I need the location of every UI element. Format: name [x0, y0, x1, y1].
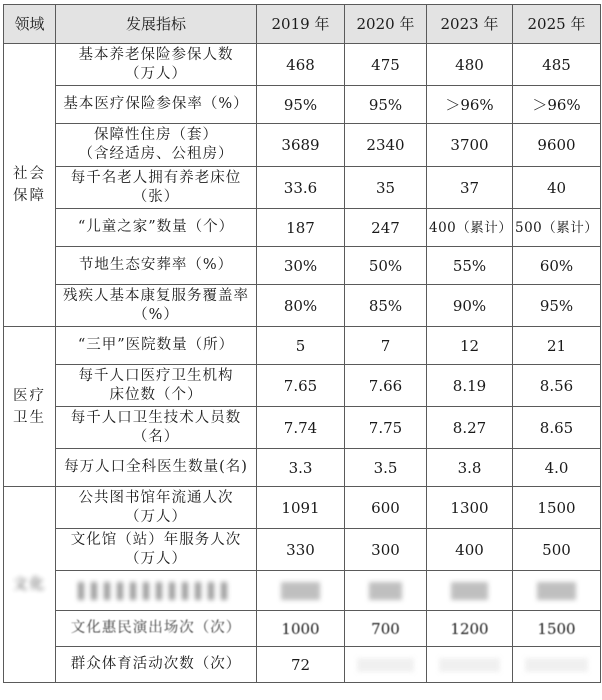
value-cell: 9600	[513, 124, 601, 167]
table-row	[4, 86, 601, 124]
value-cell: ＞96%	[427, 86, 513, 124]
value-cell: 1200	[427, 611, 513, 647]
value-cell: 33.6	[257, 167, 345, 209]
indicator-cell: 基本养老保险参保人数 （万人）	[56, 44, 257, 86]
value-cell: 4.0	[513, 449, 601, 487]
header-row	[4, 5, 601, 44]
value-cell: 330	[257, 529, 345, 571]
table-row	[4, 647, 601, 683]
value-cell: 35	[345, 167, 427, 209]
domain-label: 文化	[13, 576, 46, 593]
indicator-cell: 每万人口全科医生数量(名)	[56, 449, 257, 487]
value-cell: 3700	[427, 124, 513, 167]
value-cell: 600	[345, 487, 427, 529]
table-row	[4, 611, 601, 647]
value-cell: 500（累计）	[513, 209, 601, 247]
value-cell: 80%	[257, 285, 345, 327]
value-cell: 3.3	[257, 449, 345, 487]
value-cell: 187	[257, 209, 345, 247]
indicator-cell: 残疾人基本康复服务覆盖率 （%）	[56, 285, 257, 327]
value-cell: 1300	[427, 487, 513, 529]
indicator-cell: 群众体育活动次数（次）	[56, 647, 257, 683]
table-row	[4, 407, 601, 449]
header-2023: 2023 年	[427, 5, 513, 44]
indicator-cell: 保障性住房（套） （含经适房、公租房）	[56, 124, 257, 167]
value-cell	[513, 571, 601, 611]
value-cell: 85%	[345, 285, 427, 327]
value-cell: 3689	[257, 124, 345, 167]
value-cell: 55%	[427, 247, 513, 285]
value-cell: 400（累计）	[427, 209, 513, 247]
value-cell: ＞96%	[513, 86, 601, 124]
value-cell: 485	[513, 44, 601, 86]
value-cell: 95%	[345, 86, 427, 124]
header-2025: 2025 年	[513, 5, 601, 44]
indicator-cell: “三甲”医院数量（所）	[56, 327, 257, 365]
table-row	[4, 529, 601, 571]
value-cell: 5	[257, 327, 345, 365]
value-cell: 3.8	[427, 449, 513, 487]
indicator-cell: 文化惠民演出场次（次）	[56, 611, 257, 647]
value-cell: 40	[513, 167, 601, 209]
domain-label: 医疗卫生	[13, 387, 46, 426]
domain-label: 社会保障	[13, 166, 46, 204]
value-cell: 60%	[513, 247, 601, 285]
domain-cell	[4, 487, 56, 683]
domain-cell	[4, 44, 56, 327]
value-cell: 37	[427, 167, 513, 209]
value-cell: 8.27	[427, 407, 513, 449]
header-2020: 2020 年	[345, 5, 427, 44]
value-cell: 7	[345, 327, 427, 365]
value-cell: 3.5	[345, 449, 427, 487]
table-row	[4, 327, 601, 365]
value-cell	[427, 647, 513, 683]
table-row	[4, 247, 601, 285]
value-cell: 90%	[427, 285, 513, 327]
table-row	[4, 124, 601, 167]
value-cell: 95%	[257, 86, 345, 124]
value-cell	[345, 647, 427, 683]
indicator-cell: 节地生态安葬率（%）	[56, 247, 257, 285]
indicator-cell: 每千名老人拥有养老床位 （张）	[56, 167, 257, 209]
indicator-cell: 每千人口卫生技术人员数 （名）	[56, 407, 257, 449]
value-cell: 50%	[345, 247, 427, 285]
value-cell: 475	[345, 44, 427, 86]
table-row	[4, 365, 601, 407]
value-cell: 7.74	[257, 407, 345, 449]
value-cell: 30%	[257, 247, 345, 285]
value-cell	[513, 647, 601, 683]
table-row	[4, 449, 601, 487]
table-row	[4, 209, 601, 247]
header-indicator: 发展指标	[56, 5, 257, 44]
value-cell: 1091	[257, 487, 345, 529]
value-cell: 1500	[513, 487, 601, 529]
header-2019: 2019 年	[257, 5, 345, 44]
table-row	[4, 285, 601, 327]
value-cell: 95%	[513, 285, 601, 327]
value-cell: 400	[427, 529, 513, 571]
indicator-cell: 公共图书馆年流通人次 （万人）	[56, 487, 257, 529]
value-cell: 7.65	[257, 365, 345, 407]
value-cell: 8.65	[513, 407, 601, 449]
indicator-cell: 基本医疗保险参保率（%）	[56, 86, 257, 124]
indicator-cell: “儿童之家”数量（个）	[56, 209, 257, 247]
value-cell: 300	[345, 529, 427, 571]
value-cell: 2340	[345, 124, 427, 167]
indicator-cell	[56, 571, 257, 611]
header-domain: 领域	[4, 5, 56, 44]
value-cell: 1000	[257, 611, 345, 647]
blurred-row	[4, 571, 601, 611]
value-cell: 8.19	[427, 365, 513, 407]
value-cell: 480	[427, 44, 513, 86]
indicator-table	[3, 4, 601, 683]
value-cell: 468	[257, 44, 345, 86]
value-cell: 8.56	[513, 365, 601, 407]
indicator-cell: 每千人口医疗卫生机构 床位数（个）	[56, 365, 257, 407]
value-cell: 12	[427, 327, 513, 365]
value-cell: 21	[513, 327, 601, 365]
value-cell: 700	[345, 611, 427, 647]
domain-cell	[4, 327, 56, 487]
value-cell: 247	[345, 209, 427, 247]
value-cell	[427, 571, 513, 611]
value-cell	[257, 571, 345, 611]
table-row	[4, 44, 601, 86]
value-cell: 7.66	[345, 365, 427, 407]
value-cell	[345, 571, 427, 611]
table-row	[4, 487, 601, 529]
value-cell: 7.75	[345, 407, 427, 449]
value-cell: 1500	[513, 611, 601, 647]
indicator-cell: 文化馆（站）年服务人次 （万人）	[56, 529, 257, 571]
table-row	[4, 167, 601, 209]
value-cell: 500	[513, 529, 601, 571]
value-cell: 72	[257, 647, 345, 683]
